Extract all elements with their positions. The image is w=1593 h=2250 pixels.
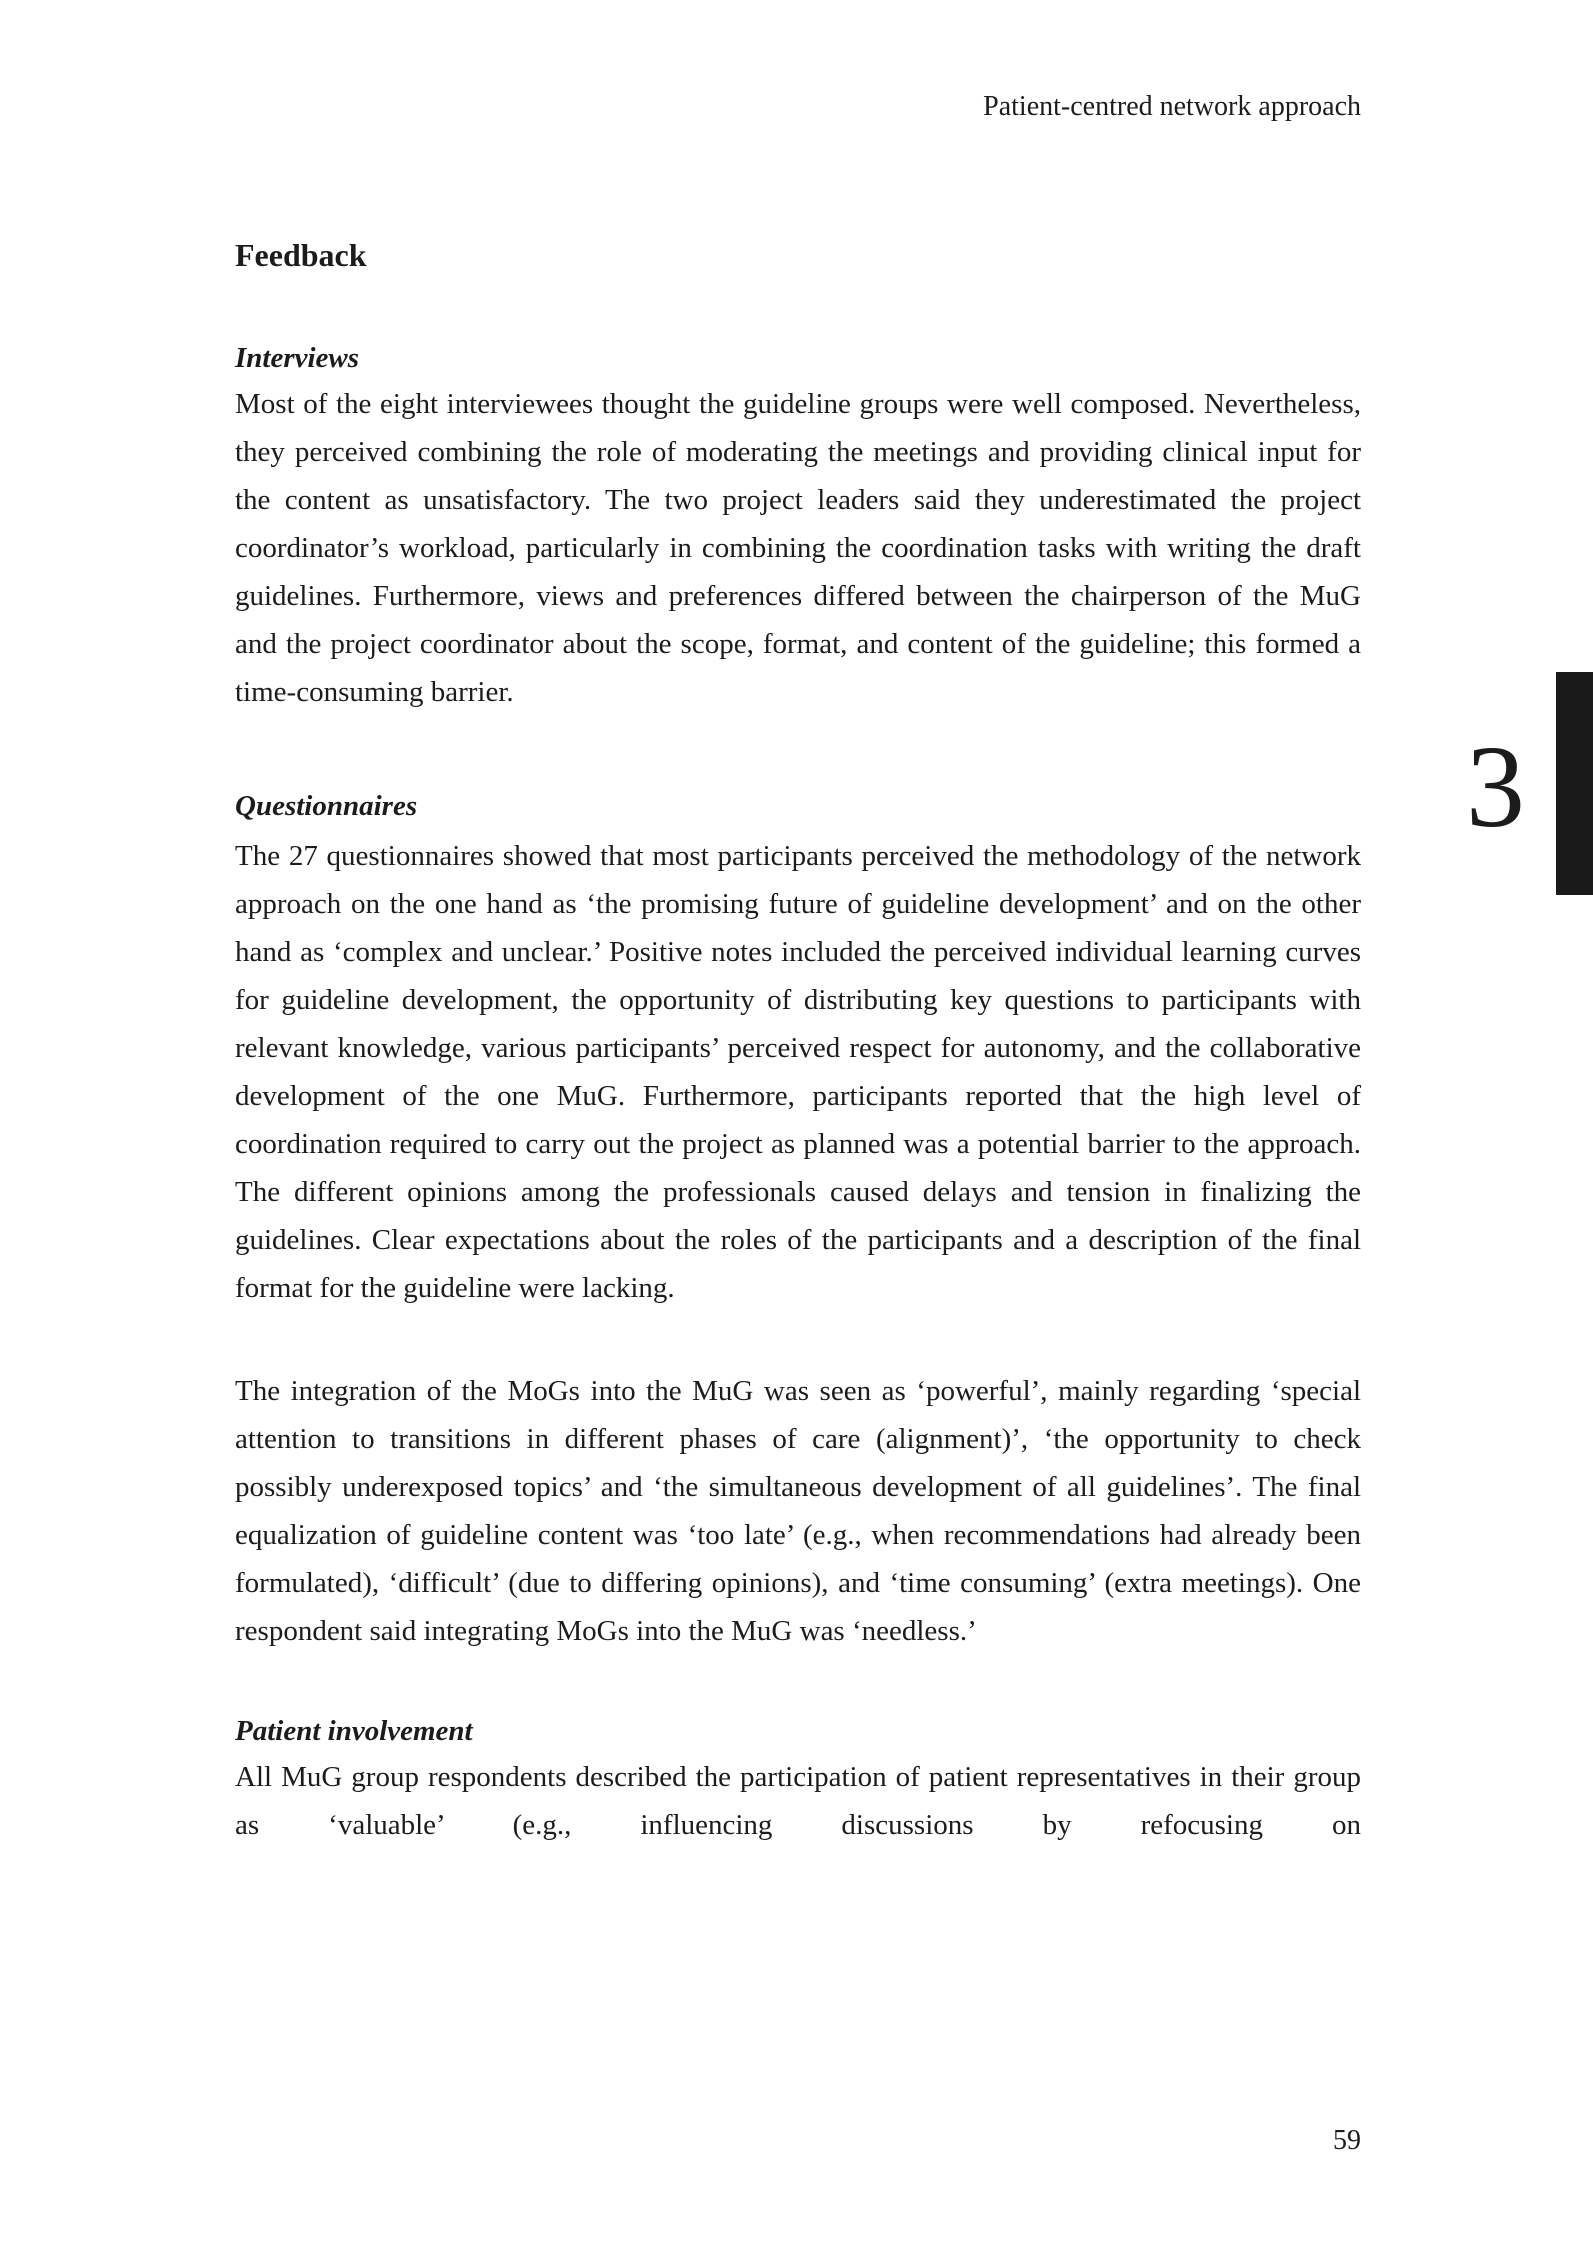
paragraph-interviews: Most of the eight interviewees thought the guideline groups were well composed. Nevertheless, they perceived combining the role of moderating the meetings and providing clinical input for the content as unsatisfactory. The two project leaders said they underestimated the project coordinator’s workload, particularly in combining the coordination tasks with writing the draft guidelines. Furthermore, views and preferences differed between the chairperson of the MuG and the project coordinator about the scope, format, and content of the guideline; this formed a time-consuming barrier.: [235, 388, 1361, 708]
subsection-heading-questionnaires: Questionnaires: [235, 790, 418, 822]
page-content: [235, 237, 1361, 1849]
running-header: Patient-centred network approach: [983, 91, 1361, 122]
subsection-heading-interviews: Interviews: [235, 342, 360, 374]
paragraph-questionnaires-1: The 27 questionnaires showed that most participants perceived the methodology of the network approach on the one hand as ‘the promising future of guideline development’ and on the other hand as ‘complex and unclear.’ Positive notes included the perceived individual learning curves for guideline development, the opportunity of distributing key questions to participants with relevant knowledge, various participants’ perceived respect for autonomy, and the collaborative development of the one MuG. Furthermore, participants reported that the high level of coordination required to carry out the project as planned was a potential barrier to the approach. The different opinions among the professionals caused delays and tension in finalizing the guidelines. Clear expectations about the roles of the participants and a description of the final format for the guideline were lacking.: [235, 840, 1361, 1304]
paragraph-questionnaires-2: The integration of the MoGs into the MuG was seen as ‘powerful’, mainly regarding ‘special attention to transitions in different phases of care (alignment)’, ‘the opportunity to check possibly underexposed topics’ and ‘the simultaneous development of all guidelines’. The final equalization of guideline content was ‘too late’ (e.g., when recommendations had already been formulated), ‘difficult’ (due to differing opinions), and ‘time consuming’ (extra meetings). One respondent said integrating MoGs into the MuG was ‘needless.’: [235, 1375, 1361, 1647]
chapter-tab-marker: [1556, 672, 1593, 895]
section-title: Feedback: [235, 237, 367, 273]
chapter-number: 3: [1466, 721, 1525, 852]
paragraph-patient-involvement: All MuG group respondents described the participation of patient representatives in their group as ‘valuable’ (e.g., influencing discussions by refocusing on: [235, 1761, 1361, 1841]
subsection-heading-patient-involvement: Patient involvement: [235, 1715, 473, 1747]
page-number: 59: [1333, 2125, 1361, 2156]
